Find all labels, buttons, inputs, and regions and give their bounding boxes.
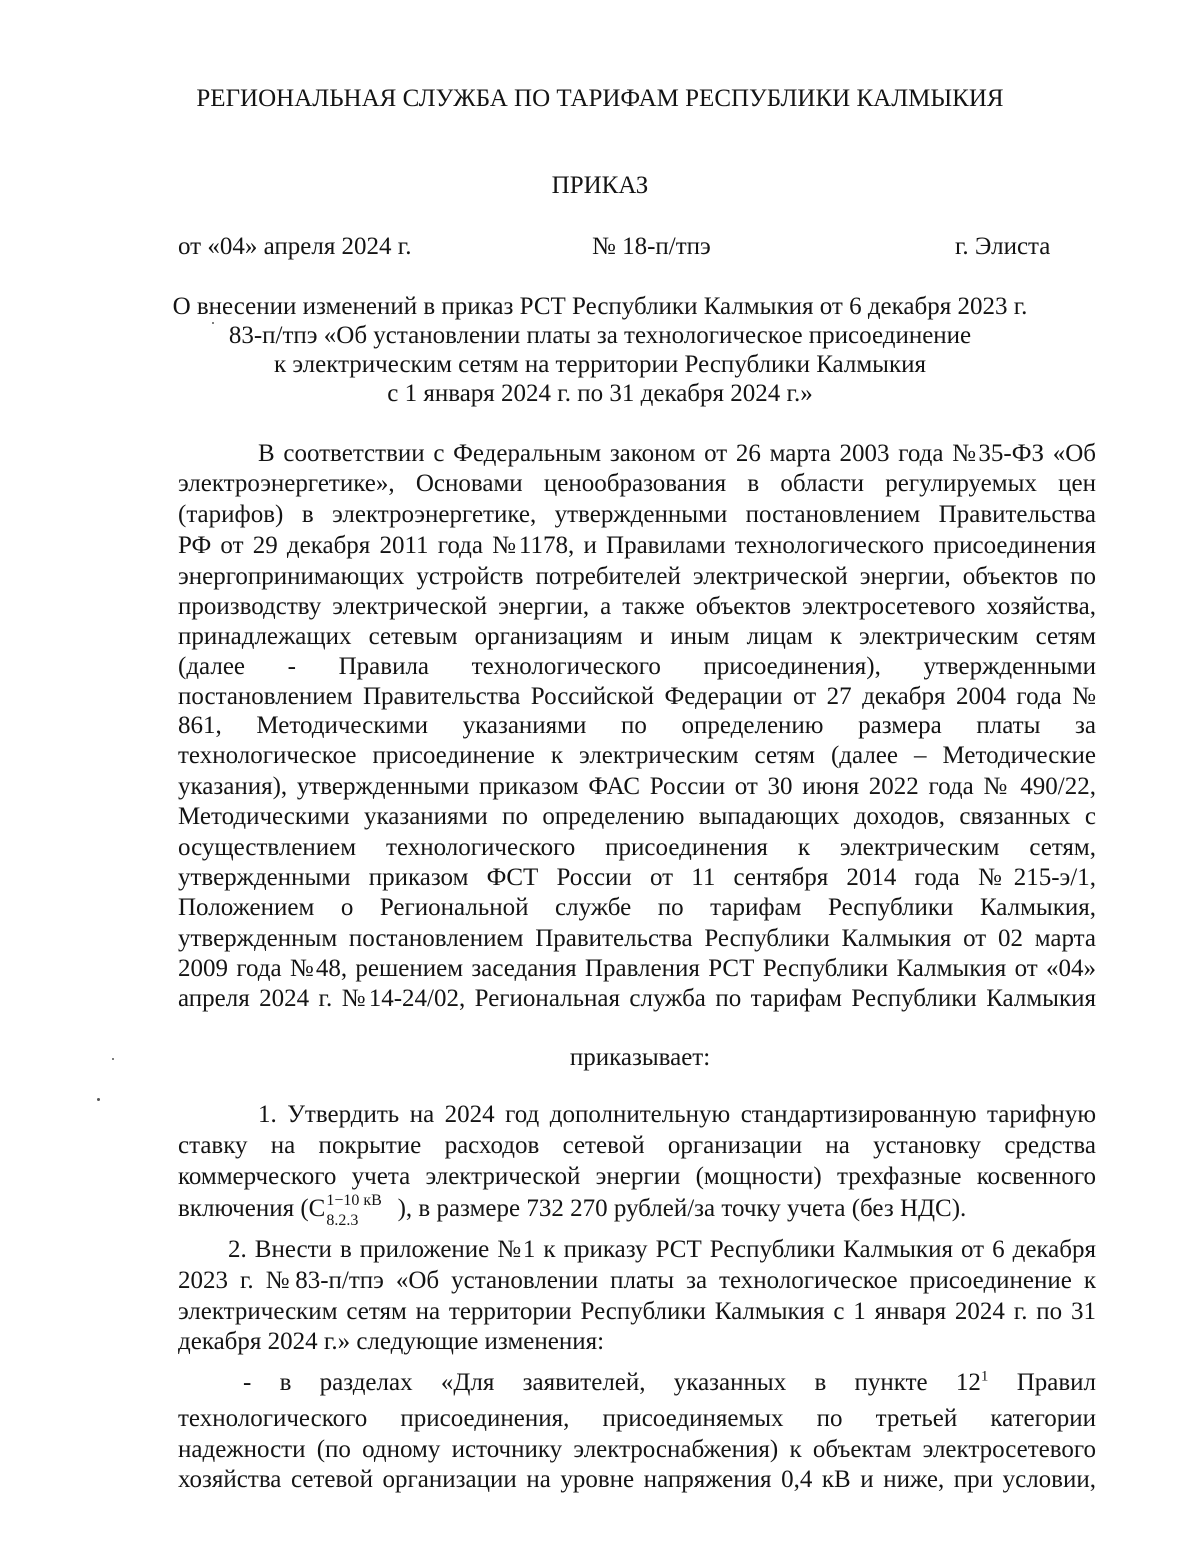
preamble-line: технологическое присоединение к электрическим сетям (далее – Методические xyxy=(178,742,1096,769)
preamble-line: осуществлением технологического присоединения к электрическим сетям, xyxy=(178,834,1096,861)
doc-type: ПРИКАЗ xyxy=(551,172,649,199)
preamble-line: В соответствии с Федеральным законом от 26 марта 2003 года №35-ФЗ «Об xyxy=(258,440,1096,467)
item2-sub-prefix: - в разделах «Для заявителей, указанных в пункте 12 xyxy=(243,1369,981,1396)
subject-line: к электрическим сетям на территории Республики Калмыкия xyxy=(274,351,926,378)
preamble-line: Методическими указаниями по определению выпадающих доходов, связанных с xyxy=(178,803,1096,830)
preamble-line: электроэнергетике», Основами ценообразования в области регулируемых цен xyxy=(178,470,1096,497)
subject-line: 83-п/тпэ «Об установлении платы за технологическое присоединение xyxy=(228,322,972,349)
org-title: РЕГИОНАЛЬНАЯ СЛУЖБА ПО ТАРИФАМ РЕСПУБЛИКИ КАЛМЫКИЯ xyxy=(196,85,1004,112)
scan-speck xyxy=(97,1098,100,1101)
item2-sub-suffix: Правил xyxy=(988,1369,1097,1396)
orders-word: приказывает: xyxy=(569,1044,711,1071)
item2-line: электрическим сетям на территории Республики Калмыкия с 1 января 2024 г. по 31 xyxy=(178,1298,1096,1325)
preamble-line: апреля 2024 г. №14-24/02, Региональная служба по тарифам Республики Калмыкия xyxy=(178,985,1096,1012)
order-number: № 18-п/тпэ xyxy=(592,233,711,260)
scan-speck xyxy=(112,1058,114,1060)
item2-sub-line: надежности (по одному источнику электроснабжения) к объектам электросетевого xyxy=(178,1436,1096,1463)
item1-formula-prefix: включения (C xyxy=(178,1195,326,1222)
tariff-index xyxy=(325,1192,391,1229)
item2-sub-line: технологического присоединения, присоединяемых по третьей категории xyxy=(178,1405,1096,1432)
preamble-line: производству электрической энергии, а также объектов электросетевого хозяйства, xyxy=(178,593,1096,620)
order-date: от «04» апреля 2024 г. xyxy=(178,233,412,260)
preamble-line: утвержденными приказом ФСТ России от 11 сентября 2014 года №215-э/1, xyxy=(178,864,1096,891)
preamble-line: (тарифов) в электроэнергетике, утвержденными постановлением Правительства xyxy=(178,501,1096,528)
preamble-line: энергопринимающих устройств потребителей электрической энергии, объектов по xyxy=(178,563,1096,590)
item2-line: 2023 г. №83-п/тпэ «Об установлении платы за технологическое присоединение к xyxy=(178,1267,1096,1294)
item1-formula-line xyxy=(178,1192,967,1229)
item1-formula-suffix: ), в размере 732 270 рублей/за точку учета (без НДС). xyxy=(391,1195,967,1222)
item1-line: ставку на покрытие расходов сетевой организации на установку средства xyxy=(178,1132,1096,1159)
preamble-line: указания), утвержденными приказом ФАС России от 30 июня 2022 года № 490/22, xyxy=(178,773,1096,800)
preamble-line: постановлением Правительства Российской Федерации от 27 декабря 2004 года № xyxy=(178,683,1096,710)
subject-line: О внесении изменений в приказ РСТ Республики Калмыкия от 6 декабря 2023 г. xyxy=(172,293,1028,320)
preamble-line: 2009 года №48, решением заседания Правления РСТ Республики Калмыкия от «04» xyxy=(178,955,1096,982)
order-city: г. Элиста xyxy=(955,233,1051,260)
item1-line: 1. Утвердить на 2024 год дополнительную стандартизированную тарифную xyxy=(258,1101,1096,1128)
item2-sub-line: хозяйства сетевой организации на уровне напряжения 0,4 кВ и ниже, при условии, xyxy=(178,1466,1096,1493)
item1-line: коммерческого учета электрической энергии (мощности) трехфазные косвенного xyxy=(178,1163,1096,1190)
item2-line: декабря 2024 г.» следующие изменения: xyxy=(178,1328,605,1355)
preamble-line: утвержденным постановлением Правительства Республики Калмыкия от 02 марта xyxy=(178,925,1096,952)
scan-speck xyxy=(212,322,214,324)
tariff-index-sub: 8.2.3 xyxy=(326,1212,359,1229)
preamble-line: 861, Методическими указаниями по определению размера платы за xyxy=(178,712,1096,739)
item2-sub-first-line xyxy=(243,1368,1096,1398)
subject-line: с 1 января 2024 г. по 31 декабря 2024 г.» xyxy=(387,380,813,407)
preamble-line: (далее - Правила технологического присоединения), утвержденными xyxy=(178,653,1096,680)
preamble-line: Положением о Региональной службе по тарифам Республики Калмыкия, xyxy=(178,894,1096,921)
preamble-line: принадлежащих сетевым организациям и иным лицам к электрическим сетям xyxy=(178,623,1096,650)
preamble-line: РФ от 29 декабря 2011 года №1178, и Правилами технологического присоединения xyxy=(178,532,1096,559)
item2-line: 2. Внести в приложение №1 к приказу РСТ Республики Калмыкия от 6 декабря xyxy=(228,1236,1096,1263)
tariff-index-sup: 1−10 кВ xyxy=(326,1192,382,1209)
item2-sub-sup: 1 xyxy=(980,1368,989,1385)
